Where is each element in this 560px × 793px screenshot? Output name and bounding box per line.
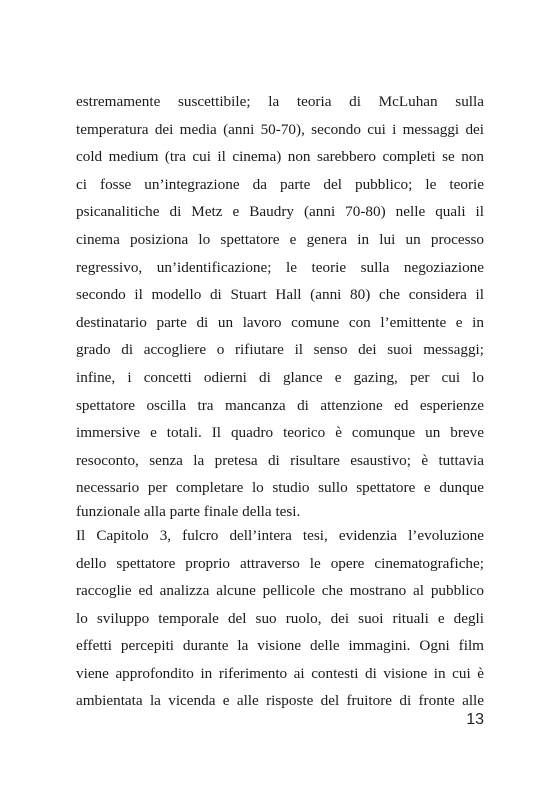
paragraph-1	[76, 88, 484, 522]
text-line: grado di accogliere o rifiutare il senso dei suoi messaggi;	[76, 341, 484, 359]
text-line: secondo il modello di Stuart Hall (anni 80) che considera il	[76, 286, 484, 304]
text-line: immersive e totali. Il quadro teorico è comunque un breve	[76, 424, 484, 442]
text-line: infine, i concetti odierni di glance e gazing, per cui lo	[76, 368, 484, 386]
text-line: temperatura dei media (anni 50-70), secondo cui i messaggi dei	[76, 120, 484, 138]
text-line: regressivo, un’identificazione; le teorie sulla negoziazione	[76, 258, 484, 276]
paragraph-2	[76, 522, 484, 715]
text-line: funzionale alla parte finale della tesi.	[76, 502, 301, 520]
text-line: resoconto, senza la pretesa di risultare esaustivo; è tuttavia	[76, 451, 484, 469]
text-line: ci fosse un’integrazione da parte del pubblico; le teorie	[76, 175, 484, 193]
text-line: dello spettatore proprio attraverso le opere cinematografiche;	[76, 554, 484, 572]
text-line: Il Capitolo 3, fulcro dell’intera tesi, evidenzia l’evoluzione	[76, 526, 484, 544]
page-number: 13	[466, 711, 484, 728]
text-line: estremamente suscettibile; la teoria di McLuhan sulla	[76, 93, 484, 110]
text-line: cinema posiziona lo spettatore e genera in lui un processo	[76, 230, 484, 248]
text-line: cold medium (tra cui il cinema) non sarebbero completi se non	[76, 148, 484, 166]
body-text	[76, 88, 484, 715]
text-line: raccoglie ed analizza alcune pellicole che mostrano al pubblico	[76, 582, 484, 600]
text-line: necessario per completare lo studio sullo spettatore e dunque	[76, 479, 484, 497]
text-line: spettatore oscilla tra mancanza di attenzione ed esperienze	[76, 396, 484, 414]
text-line: viene approfondito in riferimento ai contesti di visione in cui è	[76, 664, 484, 682]
text-line: effetti percepiti durante la visione delle immagini. Ogni film	[76, 637, 484, 655]
text-line: lo sviluppo temporale del suo ruolo, dei suoi rituali e degli	[76, 609, 484, 627]
text-line: psicanalitiche di Metz e Baudry (anni 70-80) nelle quali il	[76, 203, 484, 221]
text-line: destinatario parte di un lavoro comune con l’emittente e in	[76, 313, 484, 331]
text-line: ambientata la vicenda e alle risposte del fruitore di fronte alle	[76, 692, 484, 710]
